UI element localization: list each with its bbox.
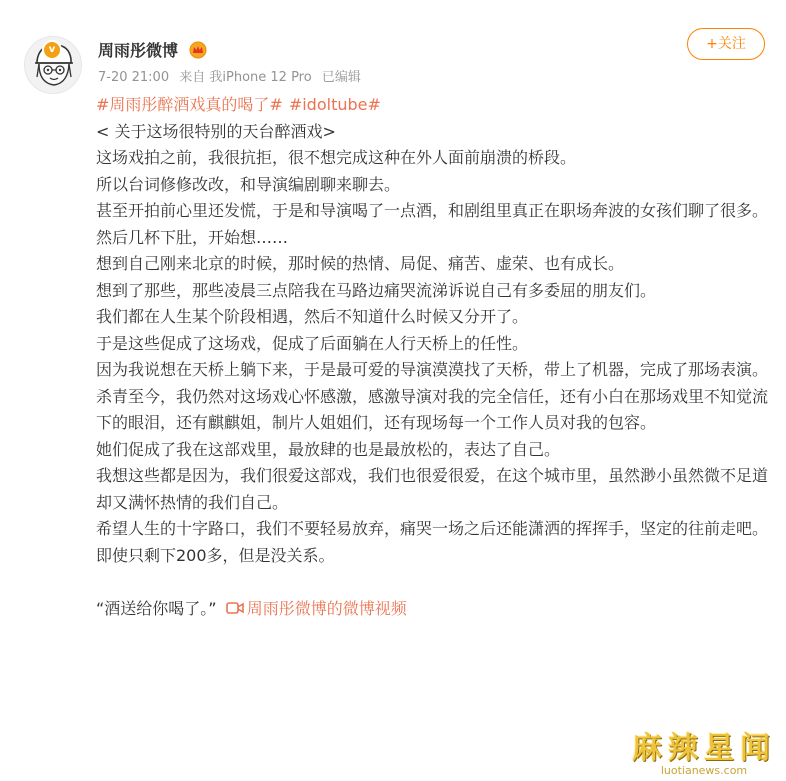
watermark (632, 733, 776, 777)
post-time[interactable]: 7-20 21:00 (98, 70, 170, 85)
watermark-text: 麻辣星闻 (632, 731, 776, 766)
post-line: 然后几杯下肚，开始想…… (96, 227, 289, 247)
post-line: 杀青至今，我仍然对这场戏心怀感激，感激导演对我的完全信任，还有小白在那场戏里不知觉流下的眼泪，还有麒麒姐，制片人姐姐们，还有现场每一个工作人员对我的包容。 (96, 386, 769, 432)
closing-row (96, 596, 772, 623)
post-line: 因为我说想在天桥上躺下来，于是最可爱的导演漠漠找了天桥，带上了机器，完成了那场表演。 (96, 360, 769, 379)
post-line: 这场戏拍之前，我很抗拒，很不想完成这种在外人面前崩溃的桥段。 (96, 148, 577, 167)
topics-row (96, 92, 772, 119)
post-content (96, 92, 772, 622)
post-line: 于是这些促成了这场戏，促成了后面躺在人行天桥上的任性。 (96, 333, 529, 353)
author-name-row[interactable] (98, 38, 207, 61)
blank-line (96, 569, 772, 596)
video-camera-icon[interactable] (226, 601, 244, 615)
edited-label[interactable]: 已编辑 (321, 70, 361, 85)
post-line: 想到了那些，那些凌晨三点陪我在马路边痛哭流涕诉说自己有多委屈的朋友们。 (96, 280, 657, 300)
post-line: 她们促成了我在这部戏里，最放肆的也是最放松的，表达了自己。 (96, 439, 561, 459)
post-line: < 关于这场很特别的天台醉酒戏> (96, 121, 336, 141)
video-link[interactable]: 周雨彤微博的微博视频 (246, 598, 407, 618)
verified-v-icon: v (42, 40, 62, 60)
author-name[interactable]: 周雨彤微博 (98, 41, 179, 60)
post-line: 所以台词修修改改，和导演编剧聊来聊去。 (96, 174, 401, 194)
post-line: 想到自己刚来北京的时候，那时候的热情、局促、痛苦、虚荣、也有成长。 (96, 254, 625, 273)
post-line: 甚至开拍前心里还发慌，于是和导演喝了一点酒，和剧组里真正在职场奔波的女孩们聊了很多。 (96, 201, 769, 220)
post-line: 希望人生的十字路口，我们不要轻易放弃，痛哭一场之后还能潇洒的挥挥手，坚定的往前走吧。即使只剩下200多，但是没关系。 (96, 519, 769, 565)
watermark-url: luotianews.com (660, 764, 748, 777)
post-line: 我们都在人生某个阶段相遇，然后不知道什么时候又分开了。 (96, 307, 529, 326)
post-source: 来自 我iPhone 12 Pro (179, 70, 312, 85)
topic-link[interactable]: #周雨彤醉酒戏真的喝了# (96, 95, 283, 114)
follow-button[interactable]: +关注 (687, 28, 765, 60)
gold-crown-badge-icon[interactable] (189, 41, 207, 59)
post-line: 我想这些都是因为，我们很爱这部戏，我们也很爱很爱，在这个城市里，虽然渺小虽然微不足道却又满怀热情的我们自己。 (96, 466, 769, 512)
topic-link[interactable]: #idoltube# (288, 95, 381, 114)
closing-quote: “酒送给你喝了。” (96, 598, 217, 618)
post-meta (98, 66, 367, 85)
